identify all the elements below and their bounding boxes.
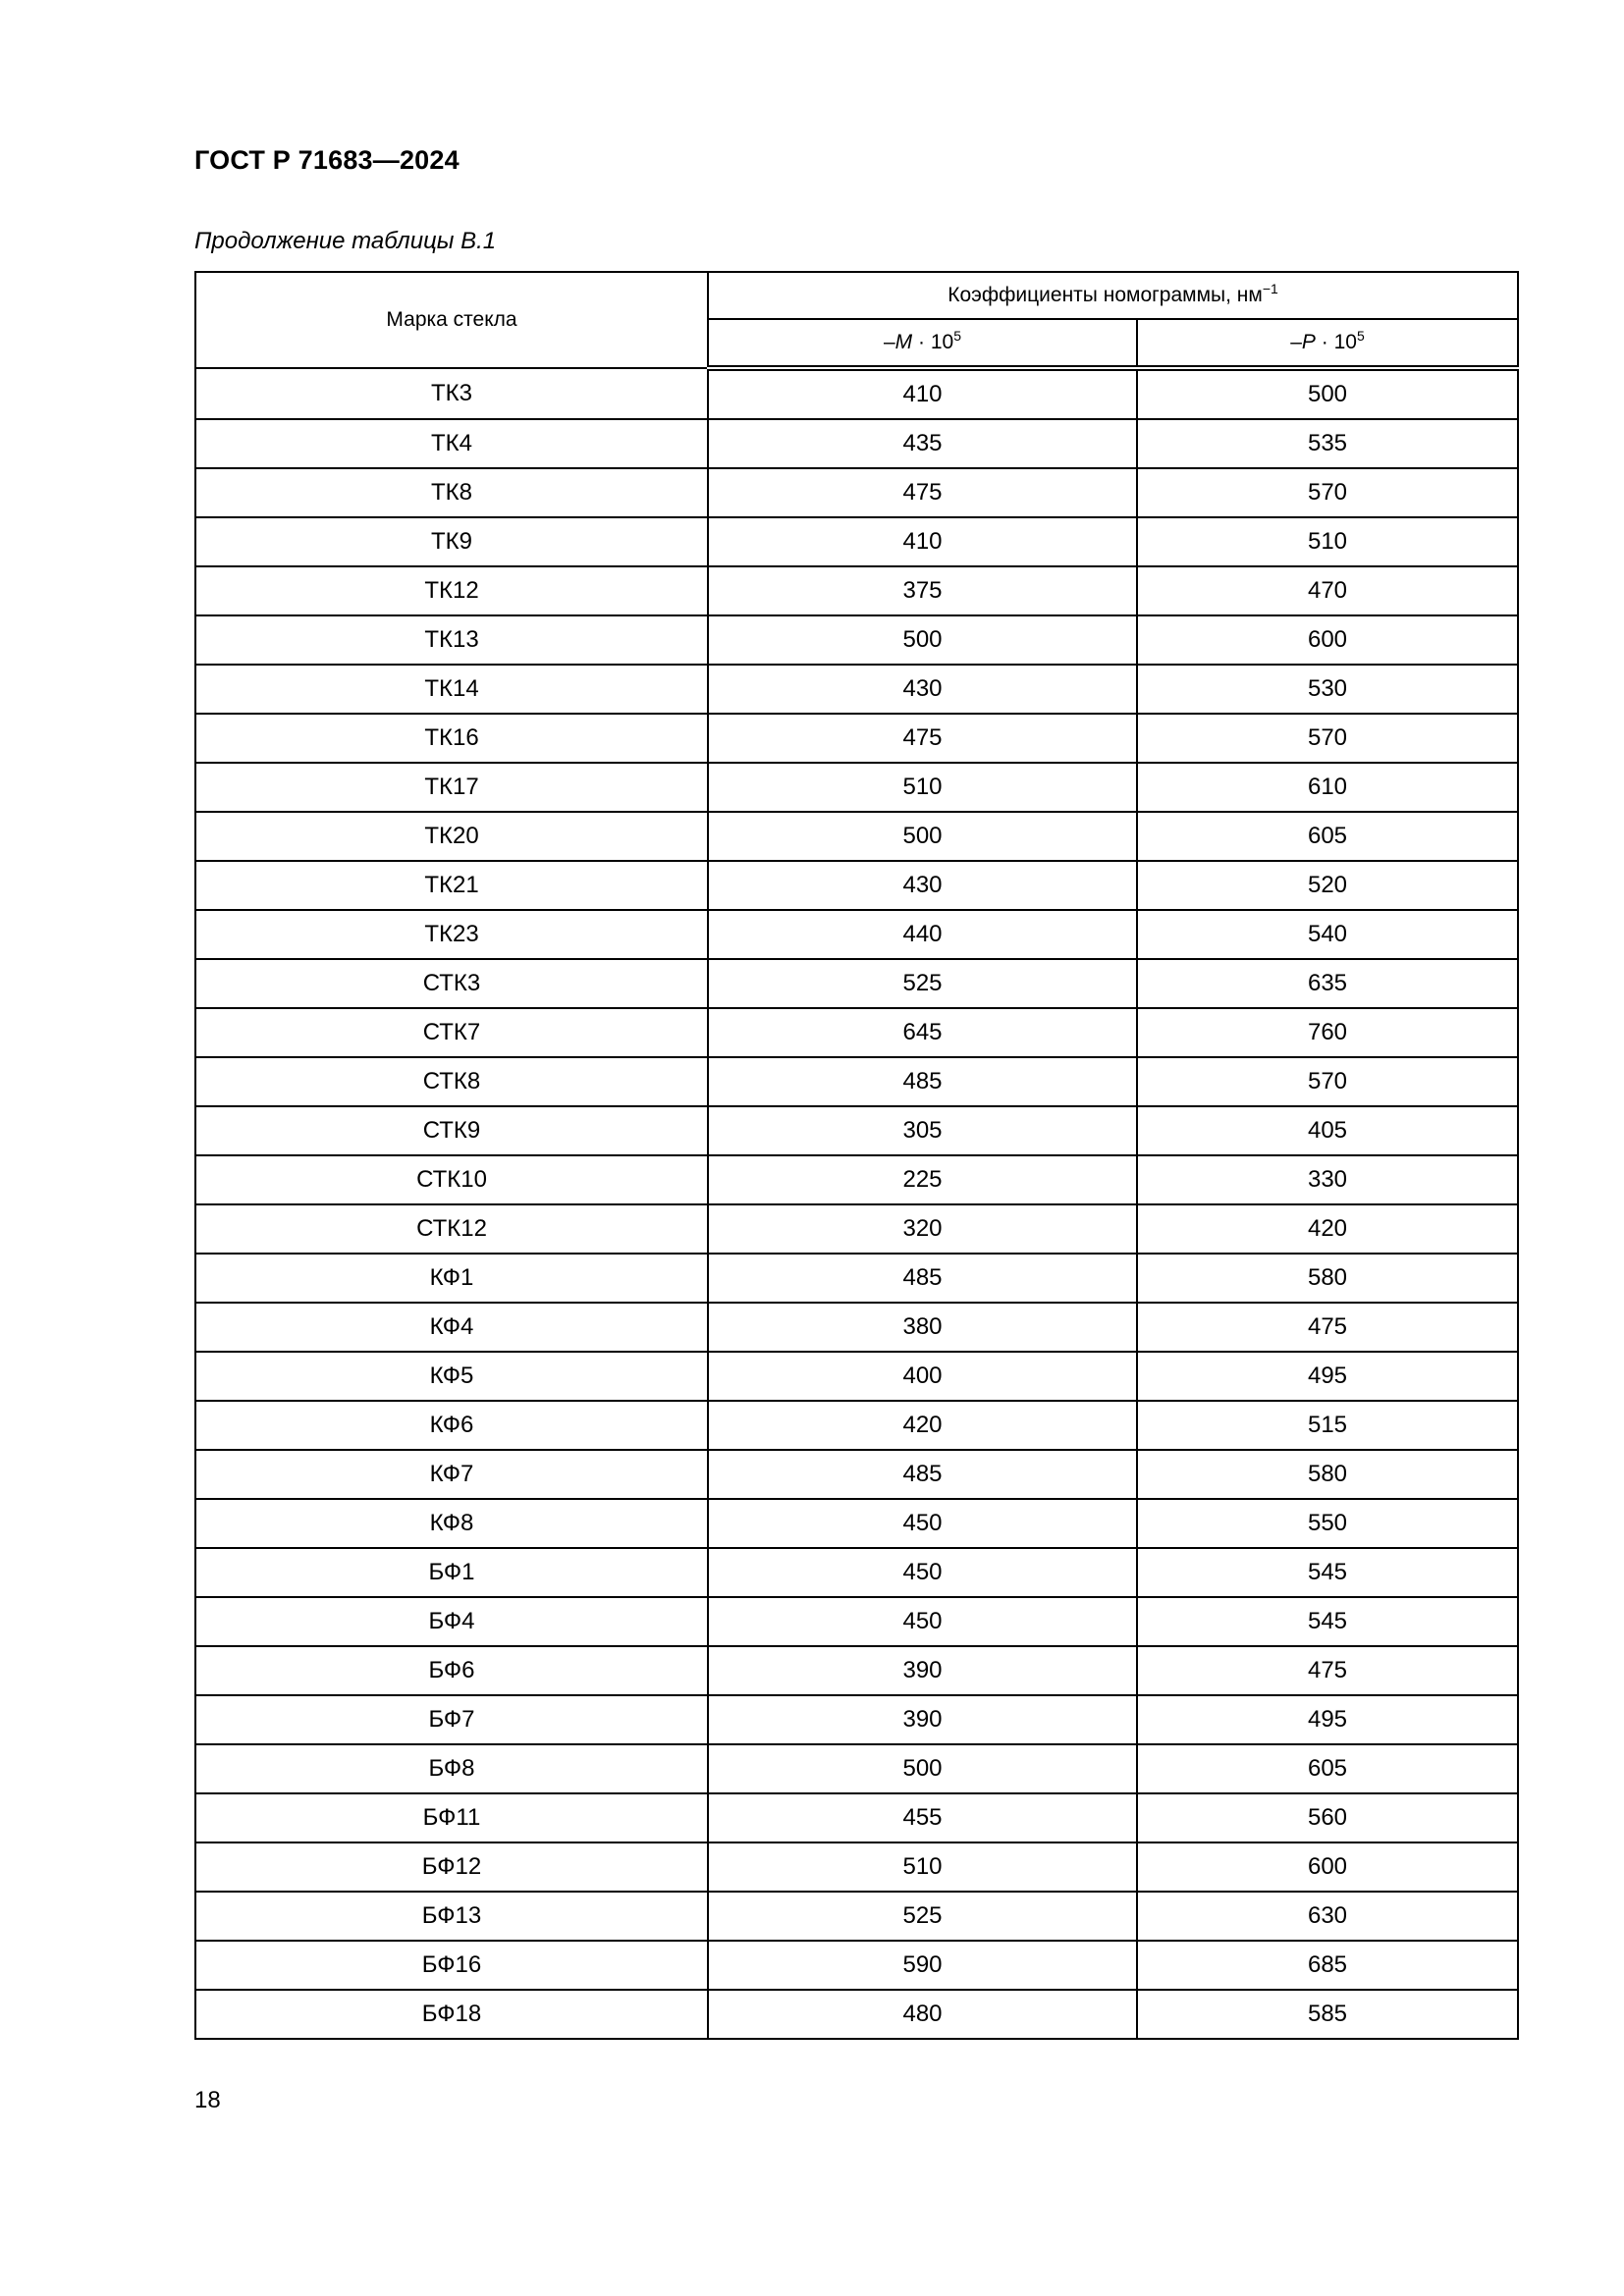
coefficient-p-cell: 510 xyxy=(1137,517,1518,566)
table-row xyxy=(195,1303,1518,1352)
coefficient-p-cell: 535 xyxy=(1137,419,1518,468)
table-row xyxy=(195,1204,1518,1254)
coefficient-m-cell: 475 xyxy=(708,468,1137,517)
table-row xyxy=(195,910,1518,959)
glass-mark-cell: КФ4 xyxy=(195,1303,708,1352)
glass-mark-cell: ТК16 xyxy=(195,714,708,763)
table-row xyxy=(195,1401,1518,1450)
table-row xyxy=(195,1499,1518,1548)
glass-mark-cell: ТК4 xyxy=(195,419,708,468)
glass-mark-cell: БФ1 xyxy=(195,1548,708,1597)
coefficient-p-cell: 545 xyxy=(1137,1597,1518,1646)
coefficient-p-cell: 610 xyxy=(1137,763,1518,812)
column-header-coefficients xyxy=(708,272,1518,319)
coefficient-p-cell: 600 xyxy=(1137,615,1518,665)
coefficient-m-cell: 645 xyxy=(708,1008,1137,1057)
coefficient-p-cell: 760 xyxy=(1137,1008,1518,1057)
table-body xyxy=(195,368,1518,2039)
coefficient-m-cell: 430 xyxy=(708,861,1137,910)
coefficient-m-cell: 450 xyxy=(708,1548,1137,1597)
glass-mark-cell: БФ6 xyxy=(195,1646,708,1695)
glass-mark-cell: КФ8 xyxy=(195,1499,708,1548)
column-header-m-exp: 5 xyxy=(953,328,961,344)
coefficient-m-cell: 485 xyxy=(708,1254,1137,1303)
table-row xyxy=(195,1057,1518,1106)
coefficient-p-cell: 475 xyxy=(1137,1303,1518,1352)
coefficient-m-cell: 525 xyxy=(708,1892,1137,1941)
column-header-p-mult: · 10 xyxy=(1315,331,1357,353)
table-row xyxy=(195,861,1518,910)
coefficient-m-cell: 510 xyxy=(708,1842,1137,1892)
glass-mark-cell: БФ12 xyxy=(195,1842,708,1892)
table-row xyxy=(195,1842,1518,1892)
table-row xyxy=(195,615,1518,665)
glass-mark-cell: ТК14 xyxy=(195,665,708,714)
glass-mark-cell: ТК17 xyxy=(195,763,708,812)
glass-mark-cell: БФ11 xyxy=(195,1793,708,1842)
table-row xyxy=(195,763,1518,812)
coefficient-m-cell: 450 xyxy=(708,1597,1137,1646)
table-row xyxy=(195,1352,1518,1401)
coefficient-p-cell: 580 xyxy=(1137,1254,1518,1303)
table-row xyxy=(195,1548,1518,1597)
table-row xyxy=(195,1254,1518,1303)
table-row xyxy=(195,1892,1518,1941)
table-row xyxy=(195,368,1518,419)
column-header-mark-label: Марка стекла xyxy=(386,308,517,331)
glass-mark-cell: СТК12 xyxy=(195,1204,708,1254)
coefficient-m-cell: 435 xyxy=(708,419,1137,468)
coefficient-p-cell: 545 xyxy=(1137,1548,1518,1597)
glass-mark-cell: КФ7 xyxy=(195,1450,708,1499)
coefficient-m-cell: 500 xyxy=(708,615,1137,665)
glass-mark-cell: КФ5 xyxy=(195,1352,708,1401)
table-row xyxy=(195,566,1518,615)
coefficient-m-cell: 485 xyxy=(708,1057,1137,1106)
glass-mark-cell: БФ16 xyxy=(195,1941,708,1990)
coefficient-m-cell: 375 xyxy=(708,566,1137,615)
glass-mark-cell: СТК8 xyxy=(195,1057,708,1106)
table-row xyxy=(195,1597,1518,1646)
glass-mark-cell: СТК9 xyxy=(195,1106,708,1155)
glass-mark-cell: ТК23 xyxy=(195,910,708,959)
coefficient-p-cell: 495 xyxy=(1137,1695,1518,1744)
table-row xyxy=(195,714,1518,763)
coefficient-p-cell: 560 xyxy=(1137,1793,1518,1842)
coefficient-m-cell: 420 xyxy=(708,1401,1137,1450)
coefficient-p-cell: 540 xyxy=(1137,910,1518,959)
column-header-m xyxy=(708,319,1137,368)
glass-mark-cell: БФ7 xyxy=(195,1695,708,1744)
coefficient-p-cell: 580 xyxy=(1137,1450,1518,1499)
coefficient-p-cell: 470 xyxy=(1137,566,1518,615)
glass-coefficients-table xyxy=(194,271,1519,2040)
table-row xyxy=(195,517,1518,566)
coefficient-m-cell: 500 xyxy=(708,812,1137,861)
coefficient-p-cell: 420 xyxy=(1137,1204,1518,1254)
coefficient-p-cell: 475 xyxy=(1137,1646,1518,1695)
glass-mark-cell: ТК12 xyxy=(195,566,708,615)
coefficient-p-cell: 500 xyxy=(1137,368,1518,419)
page-number: 18 xyxy=(194,2087,221,2113)
coefficient-p-cell: 495 xyxy=(1137,1352,1518,1401)
table-row xyxy=(195,1106,1518,1155)
table-row xyxy=(195,1744,1518,1793)
coefficient-m-cell: 380 xyxy=(708,1303,1137,1352)
coefficient-p-cell: 585 xyxy=(1137,1990,1518,2039)
coefficient-p-cell: 570 xyxy=(1137,714,1518,763)
coefficient-m-cell: 500 xyxy=(708,1744,1137,1793)
glass-mark-cell: СТК7 xyxy=(195,1008,708,1057)
coefficient-m-cell: 410 xyxy=(708,368,1137,419)
column-header-p-exp: 5 xyxy=(1356,328,1365,344)
table-head xyxy=(195,272,1518,368)
coefficient-m-cell: 400 xyxy=(708,1352,1137,1401)
coefficient-p-cell: 635 xyxy=(1137,959,1518,1008)
table-row xyxy=(195,419,1518,468)
coefficient-m-cell: 305 xyxy=(708,1106,1137,1155)
glass-mark-cell: ТК3 xyxy=(195,368,708,419)
glass-mark-cell: КФ6 xyxy=(195,1401,708,1450)
column-header-m-mult: · 10 xyxy=(912,331,954,353)
column-header-p xyxy=(1137,319,1518,368)
column-header-coefficients-label: Коэффициенты номограммы, нм xyxy=(947,284,1263,306)
table-row xyxy=(195,1793,1518,1842)
coefficient-m-cell: 480 xyxy=(708,1990,1137,2039)
coefficient-p-cell: 570 xyxy=(1137,468,1518,517)
table-row xyxy=(195,665,1518,714)
table-row xyxy=(195,959,1518,1008)
coefficient-m-cell: 485 xyxy=(708,1450,1137,1499)
glass-mark-cell: БФ4 xyxy=(195,1597,708,1646)
glass-mark-cell: ТК8 xyxy=(195,468,708,517)
table-row xyxy=(195,812,1518,861)
coefficient-m-cell: 450 xyxy=(708,1499,1137,1548)
coefficient-m-cell: 390 xyxy=(708,1695,1137,1744)
coefficient-p-cell: 520 xyxy=(1137,861,1518,910)
coefficient-p-cell: 685 xyxy=(1137,1941,1518,1990)
glass-mark-cell: ТК13 xyxy=(195,615,708,665)
table-row xyxy=(195,468,1518,517)
coefficient-p-cell: 550 xyxy=(1137,1499,1518,1548)
table-row xyxy=(195,1008,1518,1057)
glass-mark-cell: БФ13 xyxy=(195,1892,708,1941)
glass-mark-cell: ТК20 xyxy=(195,812,708,861)
table-row xyxy=(195,1695,1518,1744)
coefficient-p-cell: 530 xyxy=(1137,665,1518,714)
column-header-coefficients-sup: −1 xyxy=(1262,281,1278,296)
coefficient-p-cell: 630 xyxy=(1137,1892,1518,1941)
column-header-mark xyxy=(195,272,708,368)
column-header-p-var: P xyxy=(1301,331,1316,353)
column-header-p-sign: – xyxy=(1290,331,1302,353)
table-row xyxy=(195,1646,1518,1695)
coefficient-m-cell: 410 xyxy=(708,517,1137,566)
column-header-m-sign: – xyxy=(883,331,895,353)
coefficient-m-cell: 590 xyxy=(708,1941,1137,1990)
glass-mark-cell: ТК9 xyxy=(195,517,708,566)
coefficient-p-cell: 605 xyxy=(1137,1744,1518,1793)
glass-mark-cell: КФ1 xyxy=(195,1254,708,1303)
table-caption: Продолжение таблицы В.1 xyxy=(194,228,497,254)
table-row xyxy=(195,1941,1518,1990)
table-row xyxy=(195,1450,1518,1499)
coefficient-p-cell: 605 xyxy=(1137,812,1518,861)
coefficient-m-cell: 320 xyxy=(708,1204,1137,1254)
glass-mark-cell: БФ8 xyxy=(195,1744,708,1793)
glass-mark-cell: СТК3 xyxy=(195,959,708,1008)
coefficient-m-cell: 525 xyxy=(708,959,1137,1008)
coefficient-m-cell: 225 xyxy=(708,1155,1137,1204)
glass-mark-cell: ТК21 xyxy=(195,861,708,910)
coefficient-p-cell: 405 xyxy=(1137,1106,1518,1155)
coefficient-p-cell: 570 xyxy=(1137,1057,1518,1106)
coefficient-p-cell: 330 xyxy=(1137,1155,1518,1204)
coefficient-m-cell: 475 xyxy=(708,714,1137,763)
column-header-m-var: M xyxy=(894,331,913,353)
coefficient-m-cell: 510 xyxy=(708,763,1137,812)
coefficient-m-cell: 455 xyxy=(708,1793,1137,1842)
glass-mark-cell: БФ18 xyxy=(195,1990,708,2039)
glass-mark-cell: СТК10 xyxy=(195,1155,708,1204)
coefficient-m-cell: 390 xyxy=(708,1646,1137,1695)
coefficient-m-cell: 430 xyxy=(708,665,1137,714)
coefficient-p-cell: 515 xyxy=(1137,1401,1518,1450)
table-row xyxy=(195,1155,1518,1204)
table-row xyxy=(195,1990,1518,2039)
document-header: ГОСТ Р 71683—2024 xyxy=(194,145,460,175)
coefficient-m-cell: 440 xyxy=(708,910,1137,959)
coefficient-p-cell: 600 xyxy=(1137,1842,1518,1892)
